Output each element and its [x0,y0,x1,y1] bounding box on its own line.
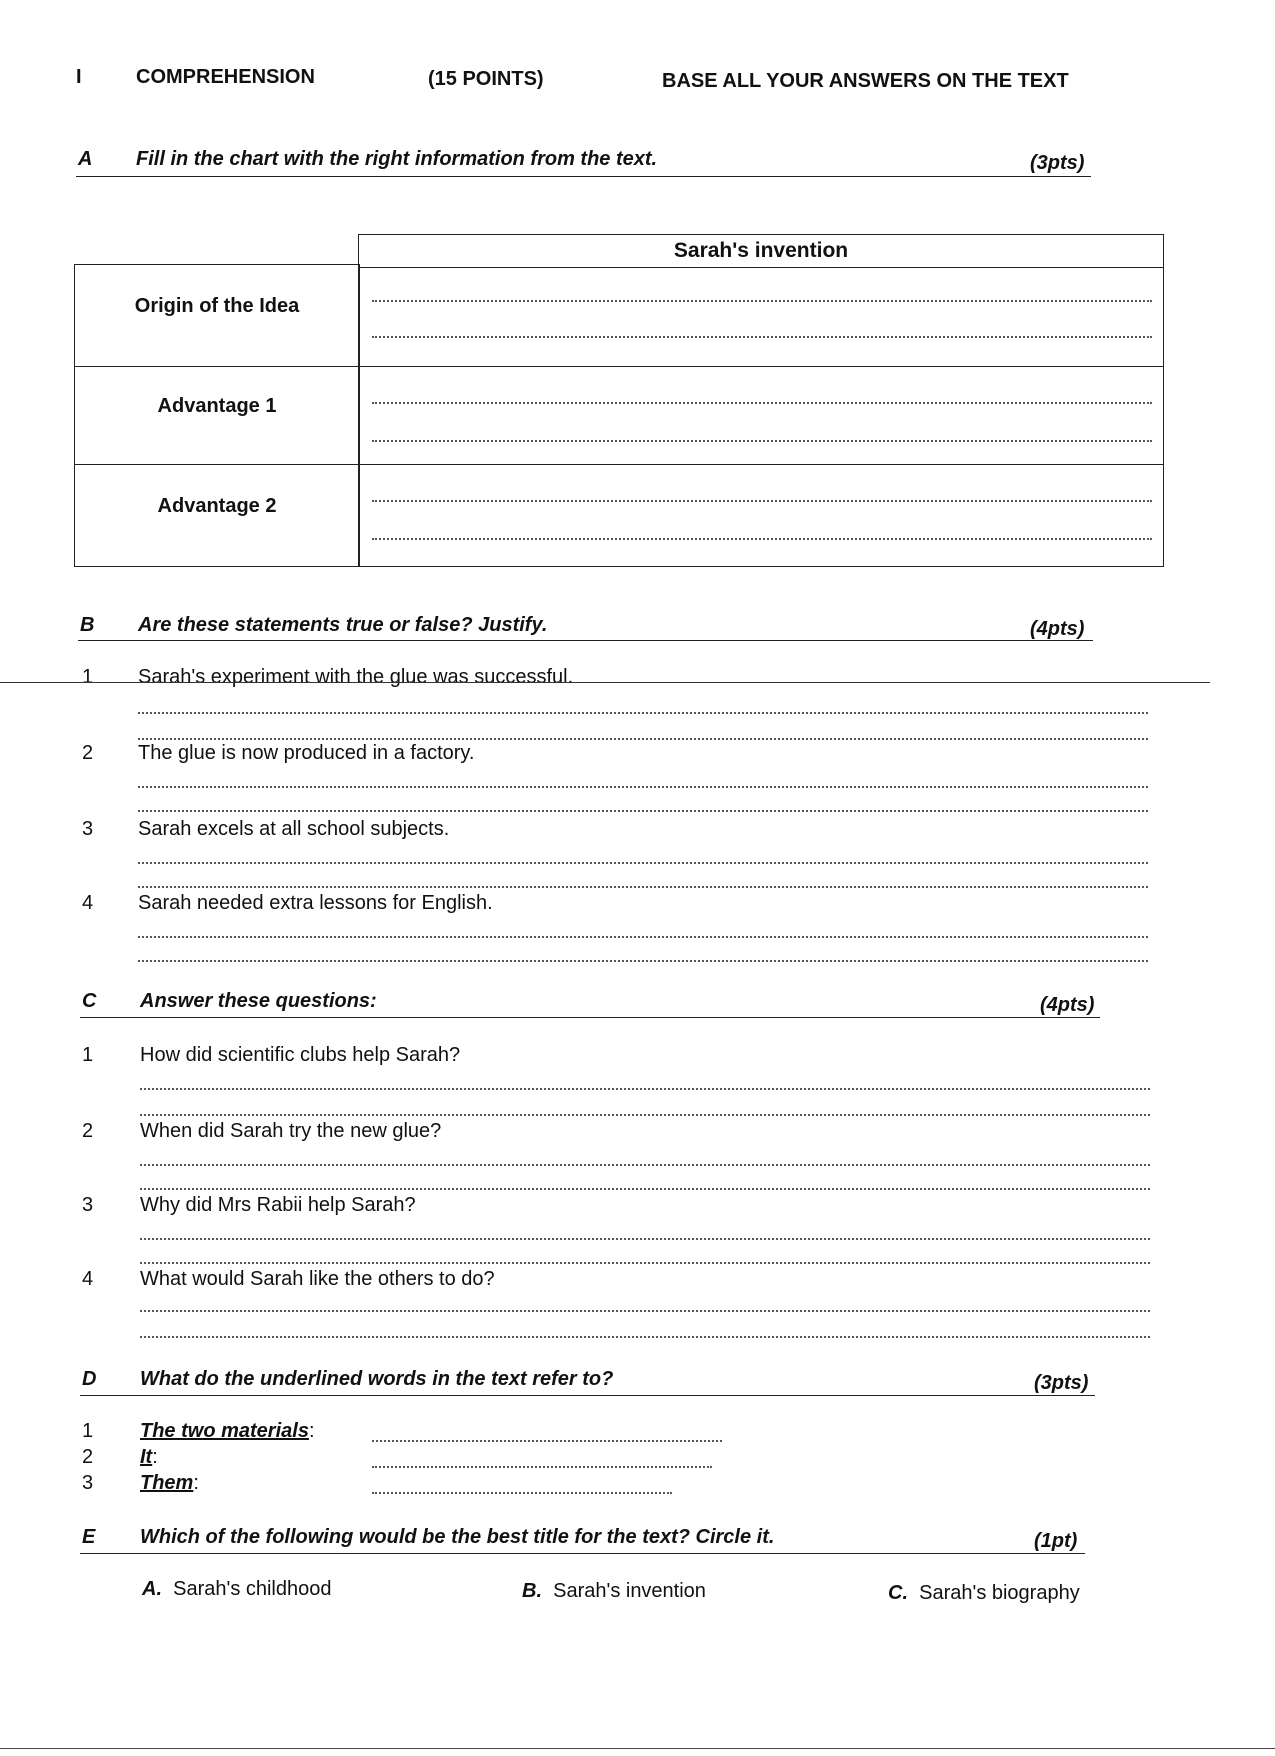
section-points: (15 POINTS) [428,68,544,90]
item-number: 3 [82,1194,94,1216]
item-number: 2 [82,742,94,764]
answer-line [138,738,1148,740]
answer-line [140,1262,1150,1264]
item-number: 2 [82,1120,94,1142]
title-option-a[interactable] [142,1578,332,1601]
section-a-points: (3pts) [1030,152,1085,174]
reference-colon: : [152,1446,158,1468]
answer-line [372,402,1152,404]
section-d-title: What do the underlined words in the text refer to? [140,1368,614,1390]
item-number: 2 [82,1446,94,1468]
option-text: Sarah's invention [553,1580,706,1602]
question-text: What would Sarah like the others to do? [140,1268,495,1290]
reference-word: The two materials [140,1420,309,1442]
answer-line [372,1492,672,1494]
title-option-c[interactable] [888,1582,1080,1605]
chart-row-divider [360,366,1164,367]
section-instruction: BASE ALL YOUR ANSWERS ON THE TEXT [662,70,1069,92]
answer-line [140,1336,1150,1338]
answer-line [138,936,1148,938]
reference-colon: : [193,1472,199,1494]
answer-line [372,1440,722,1442]
section-a-title: Fill in the chart with the right information from the text. [136,148,658,170]
section-b-letter: B [80,614,95,636]
answer-line [372,500,1152,502]
question-text: Why did Mrs Rabii help Sarah? [140,1194,416,1216]
title-option-b[interactable] [522,1580,706,1603]
item-number: 4 [82,892,94,914]
answer-line [372,440,1152,442]
answer-line [372,1466,712,1468]
section-roman-numeral: I [76,66,82,88]
section-a-underline [76,176,1091,177]
reference-colon: : [308,1420,315,1442]
chart-header: Sarah's invention [358,234,1164,268]
statement-text: Sarah needed extra lessons for English. [138,892,493,914]
answer-line [138,862,1148,864]
option-text: Sarah's biography [919,1582,1080,1604]
answer-line [140,1114,1150,1116]
reference-word: Them [140,1472,194,1494]
item-number: 3 [82,1472,94,1494]
section-b-title: Are these statements true or false? Justify. [138,614,548,636]
answer-line [140,1088,1150,1090]
section-e-letter: E [82,1526,96,1548]
section-c-points: (4pts) [1040,994,1095,1016]
section-c-underline [80,1017,1100,1018]
section-title: COMPREHENSION [136,66,315,88]
option-text: Sarah's childhood [173,1578,332,1600]
page-bottom-rule [0,1748,1275,1749]
chart-row-origin-label: Origin of the Idea [74,264,360,367]
section-c-letter: C [82,990,97,1012]
chart-row-divider [360,464,1164,465]
answer-line [138,960,1148,962]
question-text: When did Sarah try the new glue? [140,1120,442,1142]
item-number: 1 [82,1044,94,1066]
section-b-underline [78,640,1093,641]
answer-line [140,1188,1150,1190]
strike-line [0,682,1210,683]
answer-line [138,886,1148,888]
section-b-points: (4pts) [1030,618,1085,640]
item-number: 3 [82,818,94,840]
answer-line [372,336,1152,338]
answer-line [138,712,1148,714]
option-letter: C. [888,1582,908,1604]
answer-line [140,1310,1150,1312]
section-d-underline [80,1395,1095,1396]
question-text: How did scientific clubs help Sarah? [140,1044,461,1066]
section-e-points: (1pt) [1034,1530,1078,1552]
section-d-letter: D [82,1368,97,1390]
answer-line [138,810,1148,812]
statement-text: The glue is now produced in a factory. [138,742,475,764]
section-e-underline [80,1553,1085,1554]
statement-text: Sarah's experiment with the glue was successful. [138,666,574,688]
answer-line [372,300,1152,302]
item-number: 1 [82,1420,94,1442]
answer-line [138,786,1148,788]
item-number: 4 [82,1268,94,1290]
answer-line [140,1238,1150,1240]
item-number: 1 [82,666,94,688]
section-c-title: Answer these questions: [140,990,377,1012]
section-d-points: (3pts) [1034,1372,1089,1394]
answer-line [140,1164,1150,1166]
option-letter: B. [522,1580,542,1602]
chart-row-advantage2-label: Advantage 2 [74,464,360,567]
reference-word: It [140,1446,153,1468]
statement-text: Sarah excels at all school subjects. [138,818,450,840]
option-letter: A. [142,1578,162,1600]
answer-line [372,538,1152,540]
section-e-title: Which of the following would be the best title for the text? Circle it. [140,1526,775,1548]
chart-body [358,267,1164,567]
section-a-letter: A [78,148,93,170]
chart-row-advantage1-label: Advantage 1 [74,366,360,465]
